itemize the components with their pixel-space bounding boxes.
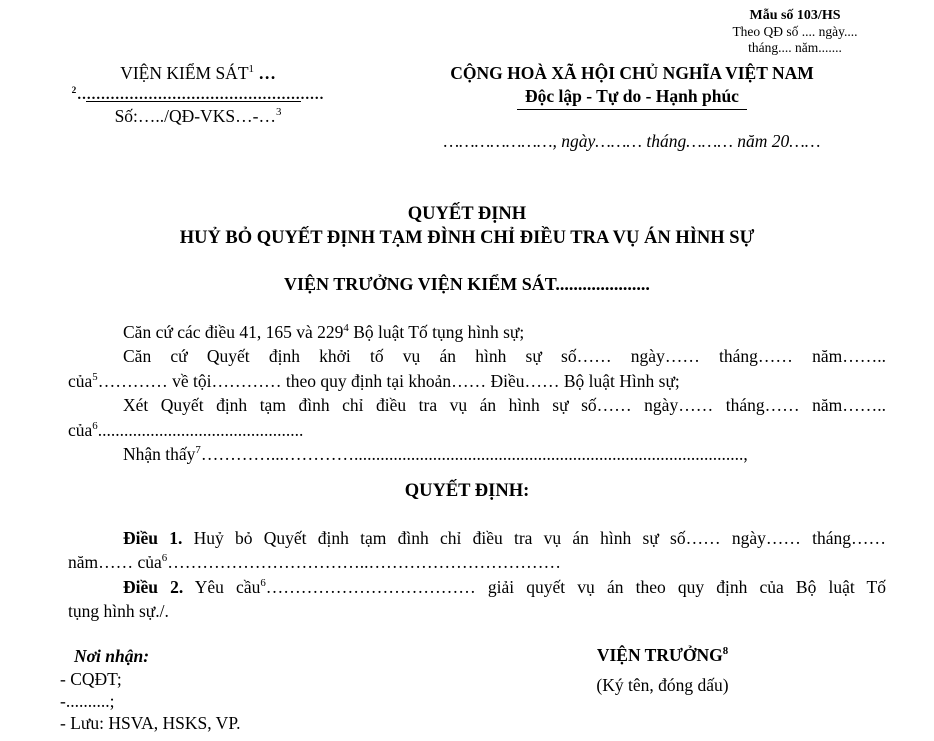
footnote-ref-3: 3 (275, 106, 282, 119)
document-number: Số:…../QĐ-VKS…-… (114, 106, 276, 126)
issuer-title-line: VIỆN TRƯỞNG VIỆN KIỂM SÁT..................... (284, 274, 650, 294)
footnote-ref-7: 7 (195, 444, 201, 457)
national-header (404, 62, 860, 152)
preamble-p1 (68, 320, 886, 344)
form-ref-line2: Theo QĐ số .... ngày.... (732, 24, 858, 39)
form-reference-block (696, 8, 894, 56)
agency-name-tail: … (253, 63, 276, 83)
text-segment: Bộ luật Tố tụng hình sự; (348, 322, 525, 342)
footnote-ref-5: 5 (92, 370, 98, 383)
text-segment: …………...…………........................................................................................., (200, 444, 748, 465)
agency-block (46, 62, 350, 128)
text-segment: ………… về tội………… theo quy định tại khoản…… Điều…… Bộ luật Hình sự; (97, 370, 680, 391)
recipients-block (60, 645, 241, 734)
preamble-section (68, 320, 886, 466)
recipient-item: -..........; (60, 691, 115, 711)
articles-section (68, 526, 886, 624)
article-2-line2: tụng hình sự./. (68, 601, 169, 622)
recipients-label: Nơi nhận: (74, 646, 150, 666)
signature-instruction: (Ký tên, đóng dấu) (596, 675, 729, 695)
article-1-line1 (68, 526, 886, 550)
dotted-fill: .................................................... (77, 87, 325, 103)
footnote-ref-6c: 6 (260, 576, 266, 589)
text-segment: ……………………………… giải quyết vụ án theo quy định của Bộ luật Tố (265, 576, 887, 597)
preamble-p4 (68, 442, 886, 466)
form-ref-line3: tháng.... năm....... (748, 40, 842, 55)
preamble-p2-line1: Căn cứ Quyết định khởi tố vụ án hình sự số…… ngày…… tháng…… năm…….. (123, 346, 886, 367)
text-segment: của (68, 419, 93, 440)
national-name: CỘNG HOÀ XÃ HỘI CHỦ NGHĨA VIỆT NAM (450, 63, 814, 83)
document-title-line2: HUỶ BỎ QUYẾT ĐỊNH TẠM ĐÌNH CHỈ ĐIỀU TRA VỤ ÁN HÌNH SỰ (179, 227, 755, 248)
footnote-ref-8: 8 (722, 645, 729, 658)
separator-rule (86, 101, 302, 102)
recipient-item: - Lưu: HSVA, HSKS, VP. (60, 713, 241, 733)
text-segment: ............................................... (97, 419, 304, 440)
preamble-p3-line2 (68, 418, 886, 442)
agency-name: VIỆN KIỂM SÁT (120, 63, 249, 83)
article-2-label: Điều 2. (123, 576, 184, 597)
date-line: …………………, ngày……… tháng……… năm 20…… (443, 131, 821, 151)
agency-name-line (46, 62, 350, 85)
signer-title (520, 645, 805, 666)
text-segment: của (68, 370, 93, 391)
national-motto-text: Độc lập - Tự do - Hạnh phúc (517, 86, 747, 110)
document-title-block (0, 203, 934, 297)
footnote-ref-1: 1 (248, 63, 254, 76)
preamble-p3-line1: Xét Quyết định tạm đình chỉ điều tra vụ án hình sự số…… ngày…… tháng…… năm…….. (123, 395, 886, 416)
text-segment: Căn cứ các điều 41, 165 và 229 (123, 322, 344, 342)
footnote-ref-4: 4 (343, 322, 349, 335)
recipient-item: - CQĐT; (60, 669, 122, 689)
text-segment: Huỷ bỏ Quyết định tạm đình chỉ điều tra vụ án hình sự số…… ngày…… tháng…… (182, 528, 887, 548)
form-number: Mẫu số 103/HS (749, 8, 841, 23)
article-1-label: Điều 1. (123, 528, 183, 548)
footnote-ref-6b: 6 (161, 552, 168, 565)
article-2-line1 (68, 575, 886, 599)
document-title-line1: QUYẾT ĐỊNH (407, 204, 527, 224)
text-segment: năm…… của (68, 552, 162, 573)
text-segment: Nhận thấy (123, 444, 196, 465)
signer-title-text: VIỆN TRƯỞNG (596, 645, 723, 665)
text-segment: ……………………………..…………………………… (167, 552, 561, 573)
footnote-ref-6: 6 (92, 419, 98, 432)
document-number-line (46, 105, 350, 128)
text-segment: Yêu cầu (183, 576, 261, 597)
signature-block (520, 645, 805, 696)
article-1-line2 (68, 550, 886, 574)
preamble-p2-line2 (68, 369, 886, 393)
decision-heading: QUYẾT ĐỊNH: (404, 481, 530, 501)
national-motto (404, 86, 860, 110)
footnote-ref-2: 2 (71, 86, 78, 96)
agency-fill-in-line (46, 85, 350, 105)
